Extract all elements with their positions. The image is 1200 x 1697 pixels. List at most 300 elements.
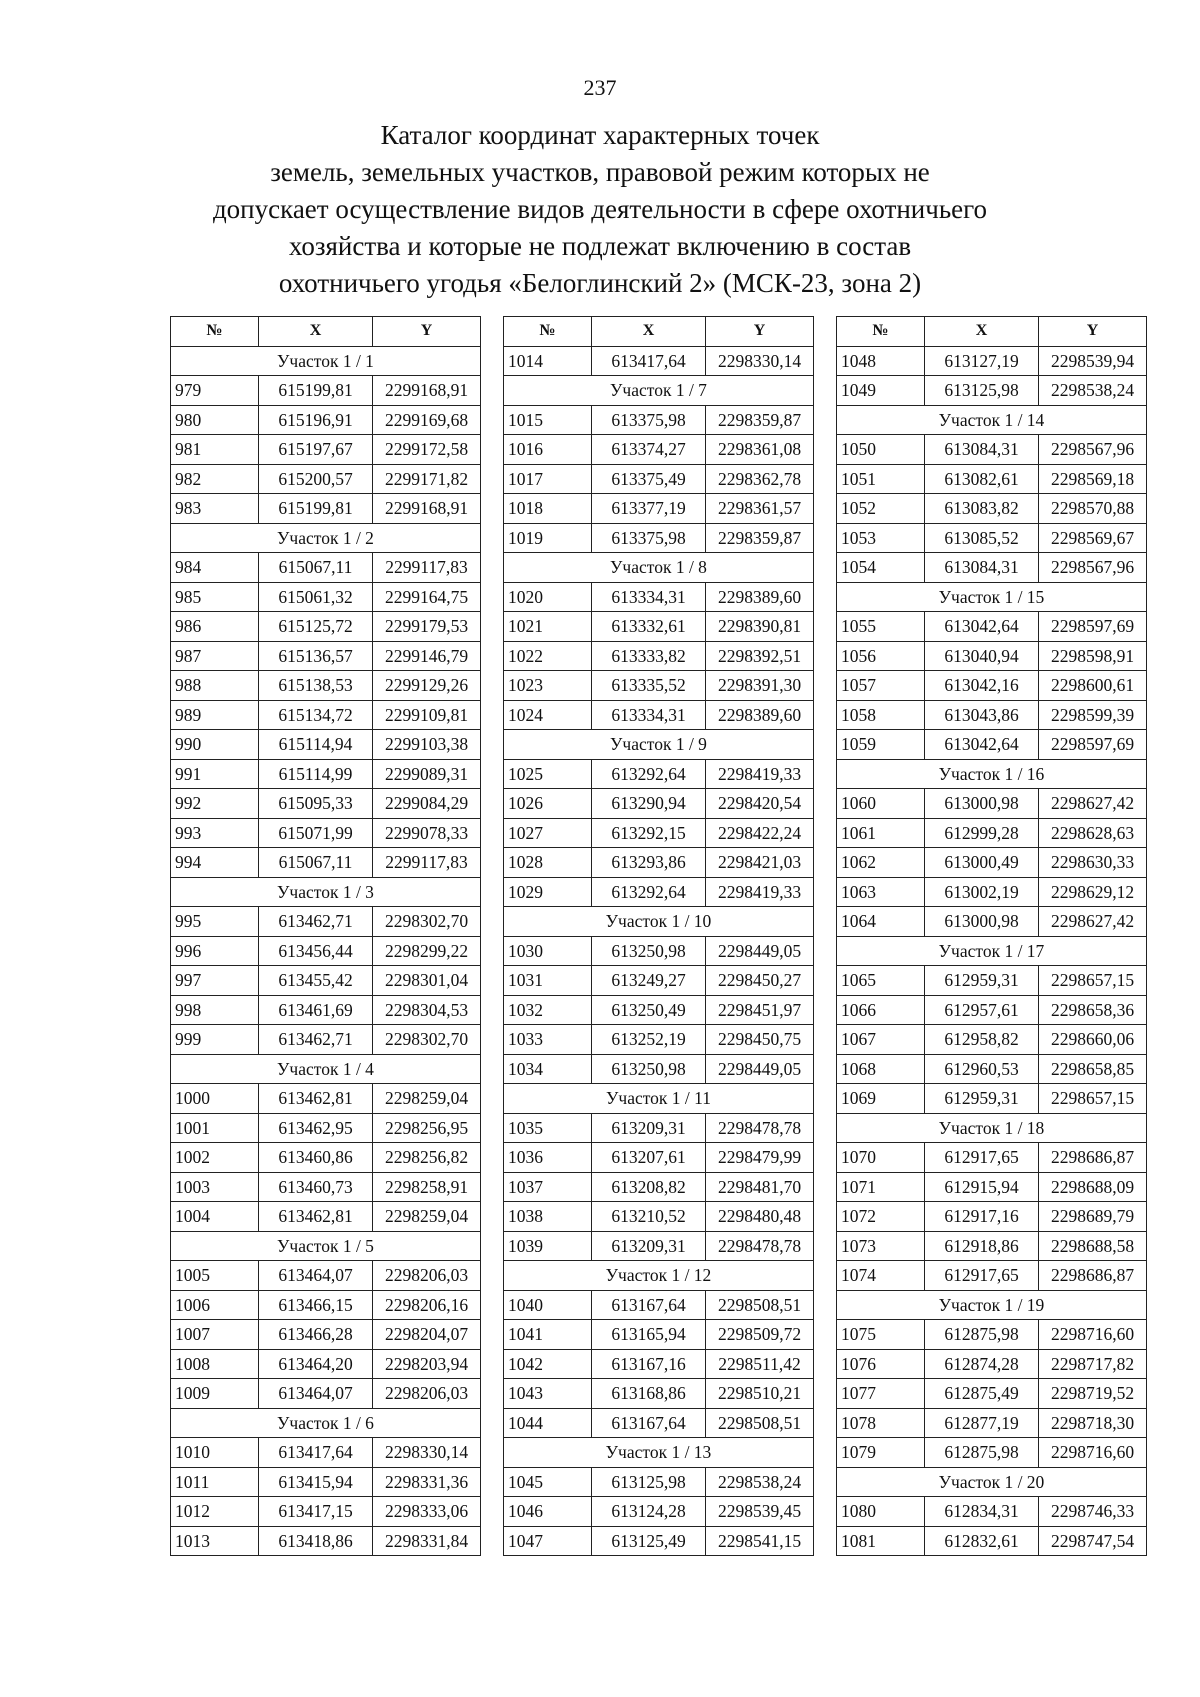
- table-row: [171, 1497, 481, 1527]
- x-coordinate-cell: 613165,94: [592, 1320, 706, 1350]
- x-coordinate-cell: 615125,72: [259, 612, 373, 642]
- section-label: Участок 1 / 17: [837, 936, 1147, 966]
- y-coordinate-cell: 2298330,14: [373, 1438, 481, 1468]
- section-row: [837, 582, 1147, 612]
- point-number-cell: 1010: [171, 1438, 259, 1468]
- point-number-cell: 1004: [171, 1202, 259, 1232]
- section-row: [504, 730, 814, 760]
- point-number-cell: 1068: [837, 1054, 925, 1084]
- section-row: [171, 346, 481, 376]
- table-row: [171, 789, 481, 819]
- point-number-cell: 1064: [837, 907, 925, 937]
- y-coordinate-cell: 2298206,03: [373, 1261, 481, 1291]
- point-number-cell: 1067: [837, 1025, 925, 1055]
- x-coordinate-cell: 613456,44: [259, 936, 373, 966]
- x-coordinate-cell: 615095,33: [259, 789, 373, 819]
- y-coordinate-cell: 2298539,45: [706, 1497, 814, 1527]
- y-coordinate-cell: 2298627,42: [1039, 789, 1147, 819]
- table-row: [837, 966, 1147, 996]
- y-coordinate-cell: 2298203,94: [373, 1349, 481, 1379]
- x-coordinate-cell: 613335,52: [592, 671, 706, 701]
- table-row: [171, 1320, 481, 1350]
- point-number-cell: 1030: [504, 936, 592, 966]
- x-coordinate-cell: 613466,15: [259, 1290, 373, 1320]
- point-number-cell: 1023: [504, 671, 592, 701]
- x-coordinate-cell: 613083,82: [925, 494, 1039, 524]
- y-coordinate-cell: 2298304,53: [373, 995, 481, 1025]
- x-coordinate-cell: 613000,49: [925, 848, 1039, 878]
- table-row: [837, 376, 1147, 406]
- y-coordinate-cell: 2298747,54: [1039, 1526, 1147, 1556]
- coordinates-table-2: [503, 316, 814, 1556]
- section-label: Участок 1 / 15: [837, 582, 1147, 612]
- section-row: [837, 1113, 1147, 1143]
- x-coordinate-cell: 612959,31: [925, 1084, 1039, 1114]
- y-coordinate-cell: 2298391,30: [706, 671, 814, 701]
- y-coordinate-cell: 2298511,42: [706, 1349, 814, 1379]
- x-coordinate-cell: 613461,69: [259, 995, 373, 1025]
- section-label: Участок 1 / 3: [171, 877, 481, 907]
- table-row: [171, 494, 481, 524]
- x-coordinate-cell: 613292,15: [592, 818, 706, 848]
- point-number-cell: 1001: [171, 1113, 259, 1143]
- x-coordinate-cell: 613462,81: [259, 1202, 373, 1232]
- y-coordinate-cell: 2298256,95: [373, 1113, 481, 1143]
- section-label: Участок 1 / 4: [171, 1054, 481, 1084]
- point-number-cell: 979: [171, 376, 259, 406]
- section-row: [171, 1231, 481, 1261]
- x-coordinate-cell: 613460,73: [259, 1172, 373, 1202]
- table-row: [837, 1231, 1147, 1261]
- point-number-cell: 1002: [171, 1143, 259, 1173]
- y-coordinate-cell: 2298657,15: [1039, 1084, 1147, 1114]
- y-coordinate-cell: 2298718,30: [1039, 1408, 1147, 1438]
- table-row: [837, 848, 1147, 878]
- x-coordinate-cell: 613209,31: [592, 1231, 706, 1261]
- point-number-cell: 1013: [171, 1526, 259, 1556]
- x-coordinate-cell: 613417,15: [259, 1497, 373, 1527]
- y-coordinate-cell: 2298599,39: [1039, 700, 1147, 730]
- point-number-cell: 1052: [837, 494, 925, 524]
- table-row: [504, 435, 814, 465]
- y-coordinate-cell: 2298658,36: [1039, 995, 1147, 1025]
- x-coordinate-cell: 613293,86: [592, 848, 706, 878]
- y-coordinate-cell: 2299117,83: [373, 553, 481, 583]
- y-coordinate-cell: 2298330,14: [706, 346, 814, 376]
- header-y: Y: [706, 317, 814, 347]
- x-coordinate-cell: 615061,32: [259, 582, 373, 612]
- section-row: [171, 1408, 481, 1438]
- section-label: Участок 1 / 18: [837, 1113, 1147, 1143]
- point-number-cell: 1029: [504, 877, 592, 907]
- table-row: [837, 907, 1147, 937]
- x-coordinate-cell: 613042,64: [925, 730, 1039, 760]
- section-label: Участок 1 / 11: [504, 1084, 814, 1114]
- point-number-cell: 1003: [171, 1172, 259, 1202]
- table-row: [837, 1202, 1147, 1232]
- point-number-cell: 1072: [837, 1202, 925, 1232]
- point-number-cell: 994: [171, 848, 259, 878]
- point-number-cell: 1071: [837, 1172, 925, 1202]
- table-row: [837, 1320, 1147, 1350]
- table-row: [171, 1526, 481, 1556]
- y-coordinate-cell: 2298359,87: [706, 405, 814, 435]
- point-number-cell: 1061: [837, 818, 925, 848]
- x-coordinate-cell: 613334,31: [592, 582, 706, 612]
- x-coordinate-cell: 612959,31: [925, 966, 1039, 996]
- table-row: [171, 553, 481, 583]
- y-coordinate-cell: 2298541,15: [706, 1526, 814, 1556]
- table-row: [504, 1349, 814, 1379]
- table-row: [837, 1526, 1147, 1556]
- point-number-cell: 1019: [504, 523, 592, 553]
- point-number-cell: 1032: [504, 995, 592, 1025]
- x-coordinate-cell: 613208,82: [592, 1172, 706, 1202]
- header-number: №: [504, 317, 592, 347]
- y-coordinate-cell: 2298204,07: [373, 1320, 481, 1350]
- section-row: [171, 523, 481, 553]
- y-coordinate-cell: 2298259,04: [373, 1084, 481, 1114]
- y-coordinate-cell: 2299103,38: [373, 730, 481, 760]
- y-coordinate-cell: 2298361,57: [706, 494, 814, 524]
- table-row: [837, 1143, 1147, 1173]
- section-row: [837, 1290, 1147, 1320]
- table-row: [171, 907, 481, 937]
- section-label: Участок 1 / 5: [171, 1231, 481, 1261]
- x-coordinate-cell: 615067,11: [259, 848, 373, 878]
- point-number-cell: 1060: [837, 789, 925, 819]
- y-coordinate-cell: 2298331,84: [373, 1526, 481, 1556]
- point-number-cell: 999: [171, 1025, 259, 1055]
- header-number: №: [171, 317, 259, 347]
- x-coordinate-cell: 613209,31: [592, 1113, 706, 1143]
- table-row: [171, 1172, 481, 1202]
- x-coordinate-cell: 615199,81: [259, 376, 373, 406]
- section-label: Участок 1 / 8: [504, 553, 814, 583]
- x-coordinate-cell: 613250,98: [592, 1054, 706, 1084]
- x-coordinate-cell: 612958,82: [925, 1025, 1039, 1055]
- table-row: [171, 818, 481, 848]
- y-coordinate-cell: 2298627,42: [1039, 907, 1147, 937]
- table-row: [171, 1379, 481, 1409]
- x-coordinate-cell: 613043,86: [925, 700, 1039, 730]
- y-coordinate-cell: 2298449,05: [706, 1054, 814, 1084]
- table-row: [504, 936, 814, 966]
- table-row: [504, 1467, 814, 1497]
- x-coordinate-cell: 612999,28: [925, 818, 1039, 848]
- y-coordinate-cell: 2298658,85: [1039, 1054, 1147, 1084]
- x-coordinate-cell: 613207,61: [592, 1143, 706, 1173]
- point-number-cell: 988: [171, 671, 259, 701]
- x-coordinate-cell: 615197,67: [259, 435, 373, 465]
- y-coordinate-cell: 2299169,68: [373, 405, 481, 435]
- document-title: [150, 117, 1050, 302]
- section-label: Участок 1 / 10: [504, 907, 814, 937]
- x-coordinate-cell: 613462,71: [259, 1025, 373, 1055]
- table-row: [504, 818, 814, 848]
- section-label: Участок 1 / 7: [504, 376, 814, 406]
- y-coordinate-cell: 2298510,21: [706, 1379, 814, 1409]
- x-coordinate-cell: 613084,31: [925, 435, 1039, 465]
- y-coordinate-cell: 2298597,69: [1039, 730, 1147, 760]
- table-row: [837, 730, 1147, 760]
- point-number-cell: 1045: [504, 1467, 592, 1497]
- x-coordinate-cell: 613167,16: [592, 1349, 706, 1379]
- x-coordinate-cell: 613125,98: [592, 1467, 706, 1497]
- table-row: [504, 1143, 814, 1173]
- section-row: [171, 1054, 481, 1084]
- table-row: [504, 700, 814, 730]
- coordinates-table-1: [170, 316, 481, 1556]
- y-coordinate-cell: 2298333,06: [373, 1497, 481, 1527]
- y-coordinate-cell: 2298419,33: [706, 759, 814, 789]
- title-line: земель, земельных участков, правовой режим которых не: [270, 157, 930, 187]
- table-row: [837, 1172, 1147, 1202]
- point-number-cell: 1076: [837, 1349, 925, 1379]
- section-label: Участок 1 / 13: [504, 1438, 814, 1468]
- x-coordinate-cell: 613042,16: [925, 671, 1039, 701]
- title-line: допускает осуществление видов деятельности в сфере охотничьего: [212, 194, 988, 224]
- table-row: [171, 405, 481, 435]
- point-number-cell: 1078: [837, 1408, 925, 1438]
- point-number-cell: 1055: [837, 612, 925, 642]
- point-number-cell: 1080: [837, 1497, 925, 1527]
- y-coordinate-cell: 2298392,51: [706, 641, 814, 671]
- table-row: [504, 346, 814, 376]
- point-number-cell: 996: [171, 936, 259, 966]
- table-row: [504, 789, 814, 819]
- table-row: [171, 1113, 481, 1143]
- point-number-cell: 1066: [837, 995, 925, 1025]
- y-coordinate-cell: 2298421,03: [706, 848, 814, 878]
- point-number-cell: 1035: [504, 1113, 592, 1143]
- point-number-cell: 985: [171, 582, 259, 612]
- table-row: [837, 995, 1147, 1025]
- table-row: [171, 1261, 481, 1291]
- point-number-cell: 1016: [504, 435, 592, 465]
- table-row: [837, 346, 1147, 376]
- table-row: [504, 582, 814, 612]
- x-coordinate-cell: 615200,57: [259, 464, 373, 494]
- x-coordinate-cell: 612832,61: [925, 1526, 1039, 1556]
- table-row: [171, 376, 481, 406]
- section-row: [504, 907, 814, 937]
- section-row: [504, 376, 814, 406]
- point-number-cell: 1069: [837, 1084, 925, 1114]
- table-row: [504, 1379, 814, 1409]
- x-coordinate-cell: 613377,19: [592, 494, 706, 524]
- table-row: [504, 848, 814, 878]
- point-number-cell: 997: [171, 966, 259, 996]
- table-row: [504, 612, 814, 642]
- section-label: Участок 1 / 20: [837, 1467, 1147, 1497]
- x-coordinate-cell: 613168,86: [592, 1379, 706, 1409]
- table-row: [837, 1349, 1147, 1379]
- x-coordinate-cell: 613084,31: [925, 553, 1039, 583]
- point-number-cell: 1042: [504, 1349, 592, 1379]
- point-number-cell: 1007: [171, 1320, 259, 1350]
- y-coordinate-cell: 2298509,72: [706, 1320, 814, 1350]
- point-number-cell: 1011: [171, 1467, 259, 1497]
- x-coordinate-cell: 613455,42: [259, 966, 373, 996]
- y-coordinate-cell: 2299084,29: [373, 789, 481, 819]
- point-number-cell: 1077: [837, 1379, 925, 1409]
- y-coordinate-cell: 2298331,36: [373, 1467, 481, 1497]
- y-coordinate-cell: 2298688,09: [1039, 1172, 1147, 1202]
- point-number-cell: 1075: [837, 1320, 925, 1350]
- x-coordinate-cell: 613125,49: [592, 1526, 706, 1556]
- header-x: X: [259, 317, 373, 347]
- x-coordinate-cell: 612960,53: [925, 1054, 1039, 1084]
- x-coordinate-cell: 613167,64: [592, 1408, 706, 1438]
- table-row: [171, 435, 481, 465]
- point-number-cell: 983: [171, 494, 259, 524]
- table-row: [171, 995, 481, 1025]
- section-row: [171, 877, 481, 907]
- point-number-cell: 1024: [504, 700, 592, 730]
- table-row: [171, 671, 481, 701]
- x-coordinate-cell: 615071,99: [259, 818, 373, 848]
- section-label: Участок 1 / 1: [171, 346, 481, 376]
- y-coordinate-cell: 2298206,16: [373, 1290, 481, 1320]
- y-coordinate-cell: 2298598,91: [1039, 641, 1147, 671]
- point-number-cell: 1014: [504, 346, 592, 376]
- section-label: Участок 1 / 6: [171, 1408, 481, 1438]
- point-number-cell: 982: [171, 464, 259, 494]
- point-number-cell: 1065: [837, 966, 925, 996]
- table-row: [171, 1290, 481, 1320]
- point-number-cell: 1051: [837, 464, 925, 494]
- table-row: [837, 1084, 1147, 1114]
- y-coordinate-cell: 2298569,18: [1039, 464, 1147, 494]
- x-coordinate-cell: 613250,98: [592, 936, 706, 966]
- point-number-cell: 1022: [504, 641, 592, 671]
- y-coordinate-cell: 2298719,52: [1039, 1379, 1147, 1409]
- x-coordinate-cell: 613334,31: [592, 700, 706, 730]
- header-y: Y: [1039, 317, 1147, 347]
- x-coordinate-cell: 613292,64: [592, 759, 706, 789]
- x-coordinate-cell: 613292,64: [592, 877, 706, 907]
- point-number-cell: 1048: [837, 346, 925, 376]
- x-coordinate-cell: 613127,19: [925, 346, 1039, 376]
- table-row: [504, 405, 814, 435]
- table-row: [837, 1408, 1147, 1438]
- title-line: охотничьего угодья «Белоглинский 2» (МСК-23, зона 2): [278, 268, 922, 298]
- table-row: [504, 1526, 814, 1556]
- x-coordinate-cell: 612957,61: [925, 995, 1039, 1025]
- table-row: [504, 966, 814, 996]
- point-number-cell: 1046: [504, 1497, 592, 1527]
- section-row: [837, 936, 1147, 966]
- point-number-cell: 1073: [837, 1231, 925, 1261]
- x-coordinate-cell: 612875,98: [925, 1438, 1039, 1468]
- table-row: [837, 641, 1147, 671]
- point-number-cell: 1056: [837, 641, 925, 671]
- x-coordinate-cell: 615138,53: [259, 671, 373, 701]
- table-row: [504, 995, 814, 1025]
- table-row: [837, 818, 1147, 848]
- y-coordinate-cell: 2298479,99: [706, 1143, 814, 1173]
- table-row: [504, 1408, 814, 1438]
- point-number-cell: 1054: [837, 553, 925, 583]
- point-number-cell: 1081: [837, 1526, 925, 1556]
- y-coordinate-cell: 2298508,51: [706, 1290, 814, 1320]
- section-row: [504, 553, 814, 583]
- x-coordinate-cell: 612874,28: [925, 1349, 1039, 1379]
- point-number-cell: 1070: [837, 1143, 925, 1173]
- point-number-cell: 1079: [837, 1438, 925, 1468]
- y-coordinate-cell: 2298628,63: [1039, 818, 1147, 848]
- x-coordinate-cell: 615196,91: [259, 405, 373, 435]
- table-row: [171, 464, 481, 494]
- point-number-cell: 1058: [837, 700, 925, 730]
- y-coordinate-cell: 2299146,79: [373, 641, 481, 671]
- table-row: [171, 936, 481, 966]
- x-coordinate-cell: 613002,19: [925, 877, 1039, 907]
- y-coordinate-cell: 2298746,33: [1039, 1497, 1147, 1527]
- table-row: [837, 789, 1147, 819]
- coordinates-table-3: [836, 316, 1147, 1556]
- y-coordinate-cell: 2298478,78: [706, 1113, 814, 1143]
- table-row: [504, 1231, 814, 1261]
- x-coordinate-cell: 613466,28: [259, 1320, 373, 1350]
- y-coordinate-cell: 2299179,53: [373, 612, 481, 642]
- y-coordinate-cell: 2298302,70: [373, 1025, 481, 1055]
- title-line: хозяйства и которые не подлежат включению в состав: [288, 231, 912, 261]
- x-coordinate-cell: 613417,64: [592, 346, 706, 376]
- x-coordinate-cell: 615136,57: [259, 641, 373, 671]
- x-coordinate-cell: 613252,19: [592, 1025, 706, 1055]
- point-number-cell: 1012: [171, 1497, 259, 1527]
- table-header-row: [837, 317, 1147, 347]
- y-coordinate-cell: 2298480,48: [706, 1202, 814, 1232]
- y-coordinate-cell: 2298508,51: [706, 1408, 814, 1438]
- point-number-cell: 1015: [504, 405, 592, 435]
- point-number-cell: 1021: [504, 612, 592, 642]
- section-label: Участок 1 / 19: [837, 1290, 1147, 1320]
- table-row: [837, 494, 1147, 524]
- y-coordinate-cell: 2298717,82: [1039, 1349, 1147, 1379]
- table-row: [504, 1320, 814, 1350]
- y-coordinate-cell: 2298256,82: [373, 1143, 481, 1173]
- point-number-cell: 1063: [837, 877, 925, 907]
- point-number-cell: 1005: [171, 1261, 259, 1291]
- point-number-cell: 991: [171, 759, 259, 789]
- y-coordinate-cell: 2298629,12: [1039, 877, 1147, 907]
- x-coordinate-cell: 613250,49: [592, 995, 706, 1025]
- point-number-cell: 1017: [504, 464, 592, 494]
- y-coordinate-cell: 2299078,33: [373, 818, 481, 848]
- x-coordinate-cell: 612875,98: [925, 1320, 1039, 1350]
- point-number-cell: 986: [171, 612, 259, 642]
- table-row: [171, 1084, 481, 1114]
- table-row: [837, 1054, 1147, 1084]
- point-number-cell: 1053: [837, 523, 925, 553]
- table-row: [837, 700, 1147, 730]
- x-coordinate-cell: 613085,52: [925, 523, 1039, 553]
- table-row: [837, 435, 1147, 465]
- x-coordinate-cell: 613374,27: [592, 435, 706, 465]
- y-coordinate-cell: 2298597,69: [1039, 612, 1147, 642]
- table-row: [837, 1025, 1147, 1055]
- y-coordinate-cell: 2299164,75: [373, 582, 481, 612]
- y-coordinate-cell: 2298449,05: [706, 936, 814, 966]
- table-row: [504, 1202, 814, 1232]
- y-coordinate-cell: 2298302,70: [373, 907, 481, 937]
- x-coordinate-cell: 613462,81: [259, 1084, 373, 1114]
- page-number: 237: [583, 75, 617, 100]
- x-coordinate-cell: 613375,98: [592, 405, 706, 435]
